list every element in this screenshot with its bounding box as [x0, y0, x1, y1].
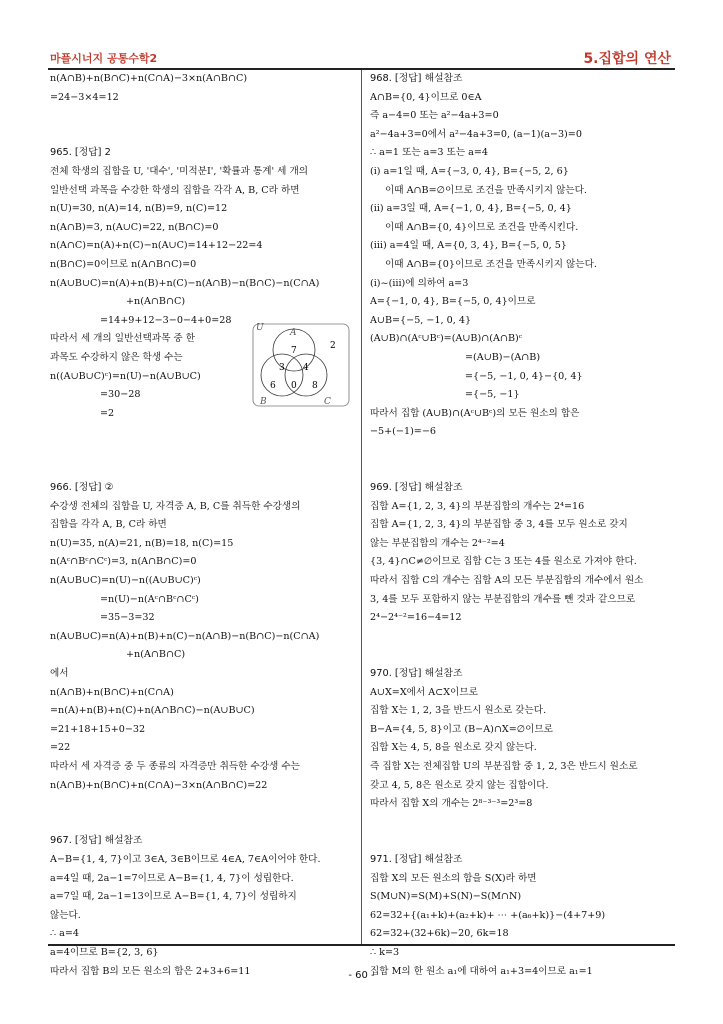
- text-line: =n(A)+n(B)+n(C)+n(A∩B∩C)−n(A∪B∪C): [50, 705, 255, 717]
- text-line: 3, 4를 모두 포함하지 않는 부분집합의 개수를 뺀 것과 같으므로: [370, 593, 636, 605]
- region-b-only: 6: [270, 381, 276, 391]
- text-line: 이때 A∩B={0}이므로 조건을 만족시키지 않는다.: [385, 258, 597, 270]
- text-line: 즉 집합 X는 전체집합 U의 부분집합 중 1, 2, 3은 반드시 원소로: [370, 760, 638, 772]
- text-line: a=4이므로 B={2, 3, 6}: [50, 946, 159, 958]
- text-line: 과목도 수강하지 않은 학생 수는: [50, 351, 183, 363]
- text-line: 따라서 집합 C의 개수는 집합 A의 모든 부분집합의 개수에서 원소: [370, 575, 644, 587]
- text-line: 따라서 집합 X의 개수는 2⁸⁻³⁻³=2³=8: [370, 798, 533, 810]
- text-line: n(A∩C)=n(A)+n(C)−n(A∪C)=14+12−22=4: [50, 240, 263, 252]
- chapter-title: 5.집합의 연산: [583, 51, 671, 67]
- text-line: +n(A∩B∩C): [126, 649, 186, 661]
- text-line: n(A∩B)=3, n(A∪C)=22, n(B∩C)=0: [50, 221, 219, 233]
- text-line: ={−5, −1}: [465, 389, 520, 401]
- text-line: 62=32+(32+6k)−20, 6k=18: [370, 928, 509, 940]
- answer-971-heading: 971. [정답] 해설참조: [370, 853, 463, 865]
- text-line: n(A∩B)+n(B∩C)+n(C∩A)−3×n(A∩B∩C)=22: [50, 779, 268, 791]
- text-line: 따라서 집합 (A∪B)∩(Aᶜ∪Bᶜ)의 모든 원소의 합은: [370, 407, 580, 419]
- text-line: ∴ a=1 또는 a=3 또는 a=4: [370, 147, 489, 159]
- answer-969-heading: 969. [정답] 해설참조: [370, 482, 463, 494]
- text-line: a=7일 때, 2a−1=13이므로 A−B={1, 4, 7}이 성립하지: [50, 891, 297, 903]
- text-line: ∴ a=4: [50, 928, 80, 940]
- text-line: =22: [50, 742, 71, 754]
- venn-diagram: [252, 320, 350, 408]
- text-line: A={−1, 0, 4}, B={−5, 0, 4}이므로: [370, 296, 536, 308]
- region-outside: 2: [330, 341, 336, 351]
- text-line: (A∪B)∩(Aᶜ∪Bᶜ)=(A∪B)∩(A∩B)ᶜ: [370, 333, 523, 345]
- region-c-only: 8: [312, 381, 318, 391]
- text-line: n(A∩B)+n(B∩C)+n(C∩A)−3×n(A∩B∩C): [50, 73, 248, 84]
- text-line: =35−3=32: [100, 612, 155, 624]
- text-line: 않는 부분집합의 개수는 2⁴⁻²=4: [370, 537, 505, 549]
- text-line: (ⅰ)~(ⅲ)에 의하여 a=3: [370, 277, 469, 289]
- text-line: 집합을 각각 A, B, C라 하면: [50, 519, 167, 531]
- answer-966-heading: 966. [정답] ②: [50, 482, 114, 494]
- text-line: 이때 A∩B=∅이므로 조건을 만족시키지 않는다.: [385, 184, 587, 196]
- bottom-rule: [48, 944, 675, 946]
- text-line: A∪B={−5, −1, 0, 4}: [370, 314, 472, 326]
- region-ab: 3: [279, 363, 285, 373]
- text-line: 62=32+{(a₁+k)+(a₂+k)+ ⋯ +(a₆+k)}−(4+7+9): [370, 909, 606, 921]
- text-line: n(Aᶜ∩Bᶜ∩Cᶜ)=3, n(A∩B∩C)=0: [50, 556, 197, 568]
- text-line: 따라서 세 개의 일반선택과목 중 한: [50, 333, 195, 345]
- text-line: 집합 X의 모든 원소의 합을 S(X)라 하면: [370, 872, 537, 884]
- label-b: B: [260, 397, 267, 407]
- text-line: =n(U)−n(Aᶜ∩Bᶜ∩Cᶜ): [100, 593, 199, 605]
- answer-967-heading: 967. [정답] 해설참조: [50, 835, 143, 847]
- text-line: =24−3×4=12: [50, 91, 119, 103]
- text-line: A∩B={0, 4}이므로 0∈A: [370, 91, 482, 103]
- region-a-only: 7: [291, 346, 297, 356]
- text-line: (ⅰ) a=1일 때, A={−3, 0, 4}, B={−5, 2, 6}: [370, 165, 569, 177]
- text-line: n(U)=30, n(A)=14, n(B)=9, n(C)=12: [50, 203, 228, 215]
- page-number: - 60 -: [348, 970, 375, 981]
- label-c: C: [324, 397, 331, 407]
- text-line: 따라서 집합 B의 모든 원소의 합은 2+3+6=11: [50, 965, 251, 977]
- text-line: 집합 X는 4, 5, 8을 원소로 갖지 않는다.: [370, 742, 537, 754]
- text-line: 2⁴−2⁴⁻²=16−4=12: [370, 612, 462, 624]
- text-line: S(M∪N)=S(M)+S(N)−S(M∩N): [370, 891, 522, 903]
- text-line: =(A∪B)−(A∩B): [465, 351, 541, 363]
- text-line: n(A∩B)+n(B∩C)+n(C∩A): [50, 686, 174, 698]
- text-line: =2: [100, 407, 115, 419]
- text-line: 에서: [50, 668, 69, 679]
- text-line: =14+9+12−3−0−4+0=28: [100, 314, 232, 326]
- text-line: 일반선택 과목을 수강한 학생의 집합을 각각 A, B, C라 하면: [50, 184, 300, 196]
- text-line: 않는다.: [50, 909, 81, 921]
- right-column: [370, 70, 675, 981]
- text-line: A∪X=X에서 A⊂X이므로: [370, 686, 478, 698]
- text-line: B−A={4, 5, 8}이고 (B−A)∩X=∅이므로: [370, 723, 553, 735]
- left-column: [50, 70, 353, 981]
- text-line: n(A∪B∪C)=n(A)+n(B)+n(C)−n(A∩B)−n(B∩C)−n(C∩A): [50, 277, 320, 289]
- answer-970-heading: 970. [정답] 해설참조: [370, 668, 463, 679]
- text-line: 갖고 4, 5, 8은 원소로 갖지 않는 집합이다.: [370, 779, 549, 791]
- text-line: 집합 A={1, 2, 3, 4}의 부분집합 중 3, 4를 모두 원소로 갖지: [370, 519, 628, 531]
- universe-box: [253, 324, 349, 406]
- text-line: ∴ k=3: [370, 946, 400, 958]
- text-line: ={−5, −1, 0, 4}−{0, 4}: [465, 370, 583, 382]
- answer-968-heading: 968. [정답] 해설참조: [370, 73, 463, 84]
- text-line: {3, 4}∩C≠∅이므로 집합 C는 3 또는 4를 원소로 가져야 한다.: [370, 556, 637, 568]
- text-line: =21+18+15+0−32: [50, 723, 146, 735]
- text-line: (ⅲ) a=4일 때, A={0, 3, 4}, B={−5, 0, 5}: [370, 240, 567, 252]
- text-line: a²−4a+3=0에서 a²−4a+3=0, (a−1)(a−3)=0: [370, 128, 582, 140]
- region-ac: 4: [303, 363, 309, 373]
- text-line: 집합 M의 한 원소 a₁에 대하여 a₁+3=4이므로 a₁=1: [370, 965, 593, 977]
- text-line: 이때 A∩B={0, 4}이므로 조건을 만족시킨다.: [385, 221, 579, 233]
- text-line: n((A∪B∪C)ᶜ)=n(U)−n(A∪B∪C): [50, 370, 201, 382]
- label-a: A: [290, 328, 297, 338]
- text-line: n(A∪B∪C)=n(U)−n((A∪B∪C)ᶜ): [50, 575, 201, 587]
- text-line: 즉 a−4=0 또는 a²−4a+3=0: [370, 110, 499, 122]
- text-line: 집합 A={1, 2, 3, 4}의 부분집합의 개수는 2⁴=16: [370, 500, 585, 512]
- text-line: 전체 학생의 집합을 U, '대수', '미적분Ⅰ', '확률과 통계' 세 개의: [50, 165, 309, 177]
- answer-965-heading: 965. [정답] 2: [50, 147, 111, 159]
- text-line: A−B={1, 4, 7}이고 3∈A, 3∈B이므로 4∈A, 7∈A이어야 한다.: [50, 853, 321, 865]
- text-line: +n(A∩B∩C): [126, 296, 186, 308]
- text-line: n(U)=35, n(A)=21, n(B)=18, n(C)=15: [50, 537, 234, 549]
- text-line: n(B∩C)=0이므로 n(A∩B∩C)=0: [50, 258, 197, 270]
- text-line: (ⅱ) a=3일 때, A={−1, 0, 4}, B={−5, 0, 4}: [370, 203, 572, 215]
- text-line: 집합 X는 1, 2, 3을 반드시 원소로 갖는다.: [370, 705, 547, 717]
- column-divider: [361, 70, 362, 944]
- text-line: =30−28: [100, 389, 141, 401]
- text-line: −5+(−1)=−6: [370, 426, 436, 438]
- text-line: 따라서 세 자격증 중 두 종류의 자격증만 취득한 수강생 수는: [50, 760, 300, 772]
- text-line: 수강생 전체의 집합을 U, 자격증 A, B, C를 취득한 수강생의: [50, 500, 301, 512]
- text-line: a=4일 때, 2a−1=7이므로 A−B={1, 4, 7}이 성립한다.: [50, 872, 294, 884]
- text-line: n(A∪B∪C)=n(A)+n(B)+n(C)−n(A∩B)−n(B∩C)−n(C∩A): [50, 630, 320, 642]
- region-bc: 0: [291, 381, 297, 391]
- book-title: 마플시너지 공통수학2: [50, 52, 158, 65]
- label-u: U: [256, 323, 264, 333]
